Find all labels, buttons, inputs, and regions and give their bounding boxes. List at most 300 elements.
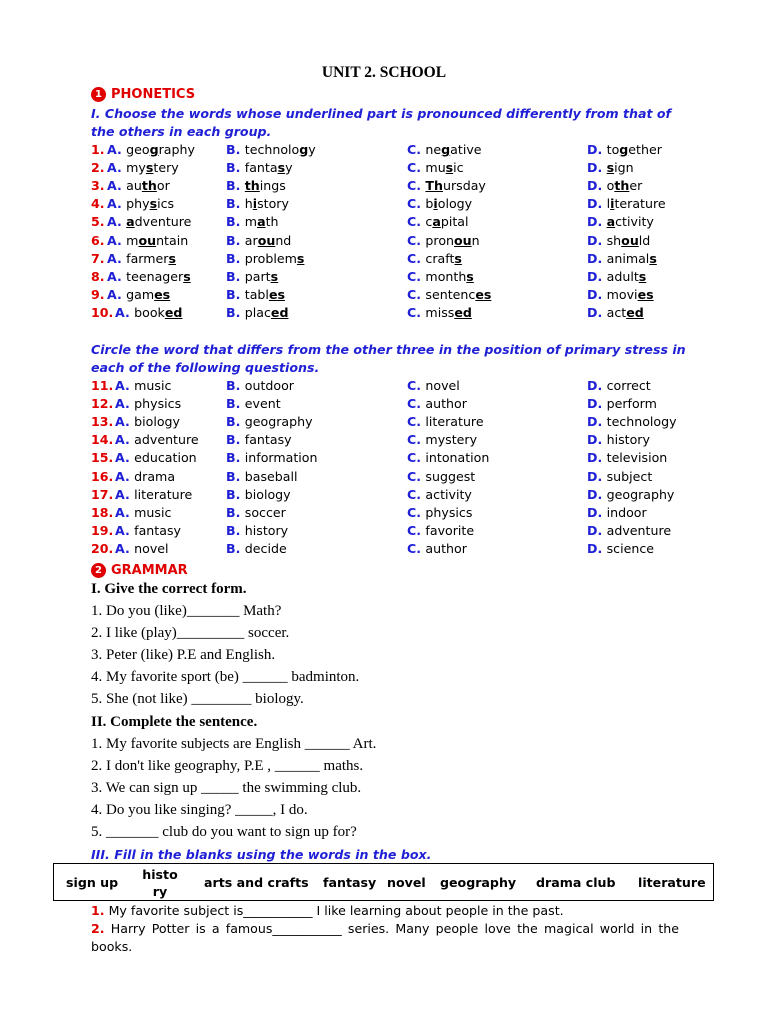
- word-part: tery: [153, 160, 179, 176]
- option-letter: B.: [226, 450, 245, 466]
- option: [587, 522, 671, 540]
- option: [587, 213, 654, 231]
- underlined-part: th: [141, 178, 157, 194]
- word-part: plac: [244, 304, 271, 320]
- option-word: biology: [134, 414, 181, 430]
- option: [587, 232, 650, 250]
- underlined-part: ed: [626, 304, 644, 320]
- question-row: [0, 522, 768, 540]
- option: [587, 177, 642, 195]
- option: [226, 268, 278, 286]
- underlined-part: ed: [164, 304, 183, 320]
- option: [587, 141, 662, 159]
- option: [226, 141, 316, 159]
- option-word: literature: [425, 414, 484, 430]
- option: [115, 395, 181, 413]
- option-letter: A.: [107, 214, 127, 230]
- option: [226, 468, 298, 486]
- option: [407, 177, 486, 195]
- option-letter: A.: [115, 396, 135, 412]
- word-box-item: novel: [387, 875, 426, 890]
- underlined-part: ou: [621, 232, 639, 248]
- question-number: 3.: [91, 178, 105, 194]
- option: [226, 195, 289, 213]
- option: [587, 449, 667, 467]
- word-part: m: [126, 232, 139, 248]
- instruction-pronunciation: I. Choose the words whose underlined part is pronounced differently from that of the others in each group.: [91, 106, 672, 139]
- question-row: [0, 250, 768, 268]
- option-word: physics: [134, 396, 182, 412]
- question-row: [0, 232, 768, 250]
- option: [407, 431, 477, 449]
- option-letter: D.: [587, 304, 607, 320]
- word-part: act: [606, 304, 627, 320]
- section-number-badge: 2: [91, 563, 106, 578]
- option: [407, 522, 474, 540]
- option-word: novel: [425, 378, 460, 393]
- option-letter: D.: [587, 414, 607, 430]
- option: [407, 540, 467, 558]
- option-word: mystery: [425, 432, 478, 448]
- question-number: 7.: [91, 250, 105, 266]
- underlined-part: a: [257, 214, 266, 230]
- underlined-part: i: [610, 196, 615, 212]
- word-part: th: [265, 214, 279, 230]
- question-row: [0, 540, 768, 558]
- question-number: 2.: [91, 921, 105, 936]
- word-part: er: [629, 178, 643, 194]
- option-letter: A.: [115, 540, 135, 556]
- word-part: ology: [437, 196, 473, 212]
- underlined-part: i: [252, 196, 258, 212]
- underlined-part: s: [606, 160, 615, 176]
- option: [587, 413, 677, 431]
- option: [407, 232, 480, 250]
- underlined-part: g: [149, 142, 159, 157]
- word-part: ar: [244, 232, 258, 248]
- option: [407, 268, 474, 286]
- section-label: PHONETICS: [111, 87, 196, 102]
- word-part: movi: [606, 286, 638, 302]
- option-letter: C.: [407, 178, 426, 194]
- option-word: biology: [244, 486, 291, 502]
- word-box-item: drama club: [536, 875, 616, 890]
- instruction-fill-blanks: III. Fill in the blanks using the words in the box.: [91, 847, 432, 862]
- word-part: ntain: [156, 232, 189, 248]
- question-number: 1.: [91, 142, 105, 157]
- underlined-part: s: [454, 250, 462, 266]
- question-row: [0, 213, 768, 231]
- option: [226, 413, 313, 431]
- underlined-part: s: [445, 160, 454, 176]
- option-letter: A.: [107, 142, 127, 157]
- option-letter: C.: [407, 396, 426, 412]
- question-number: 1.: [91, 903, 105, 918]
- option-letter: A.: [107, 286, 127, 302]
- option-letter: A.: [115, 450, 135, 466]
- option: [226, 431, 292, 449]
- option-letter: A.: [115, 468, 135, 484]
- option-letter: A.: [115, 504, 135, 520]
- underlined-part: ed: [270, 304, 289, 320]
- option-letter: C.: [407, 540, 426, 556]
- grammar1-item: 5. She (not like) ________ biology.: [91, 691, 304, 707]
- word-part: nd: [275, 232, 292, 248]
- underlined-part: g: [299, 142, 309, 157]
- option-letter: C.: [407, 142, 426, 157]
- option-word: author: [425, 540, 467, 556]
- option-letter: B.: [226, 250, 245, 266]
- word-part: dventure: [134, 214, 192, 230]
- option-letter: B.: [226, 286, 245, 302]
- option-word: history: [244, 522, 289, 538]
- option-letter: D.: [587, 378, 607, 393]
- word-part: book: [134, 304, 165, 320]
- option: [115, 304, 182, 322]
- page-title: UNIT 2. SCHOOL: [321, 64, 447, 81]
- word-part: or: [156, 178, 170, 194]
- underlined-part: g: [619, 142, 629, 157]
- option: [226, 486, 291, 504]
- option: [587, 250, 657, 268]
- underlined-part: es: [475, 286, 492, 302]
- word-part: ld: [638, 232, 651, 248]
- section-phonetics: [91, 87, 195, 102]
- word-part: raphy: [158, 142, 195, 157]
- option-letter: B.: [226, 304, 245, 320]
- question-number: 2.: [91, 160, 105, 176]
- word-part: month: [425, 268, 467, 284]
- word-part: m: [244, 214, 258, 230]
- fill-item: [91, 902, 564, 920]
- option-letter: D.: [587, 142, 607, 157]
- option-letter: A.: [107, 178, 127, 194]
- option-word: intonation: [425, 450, 490, 466]
- option: [107, 195, 174, 213]
- option: [587, 159, 634, 177]
- word-part: to: [606, 142, 620, 157]
- grammar1-heading: I. Give the correct form.: [91, 581, 247, 597]
- option-word: decide: [244, 540, 287, 556]
- option: [407, 141, 482, 159]
- question-row: [0, 159, 768, 177]
- option: [115, 413, 180, 431]
- option-letter: D.: [587, 486, 607, 502]
- question-row: [0, 286, 768, 304]
- grammar2-item: 5. _______ club do you want to sign up for?: [91, 824, 357, 840]
- option: [407, 449, 489, 467]
- underlined-part: g: [441, 142, 451, 157]
- option-letter: A.: [115, 378, 135, 393]
- option-letter: B.: [226, 196, 245, 212]
- option-letter: A.: [107, 250, 127, 266]
- underlined-part: s: [638, 268, 647, 284]
- word-part: miss: [425, 304, 455, 320]
- word-part: terature: [614, 196, 666, 212]
- underlined-part: s: [270, 268, 279, 284]
- option: [407, 377, 460, 395]
- word-part: my: [126, 160, 146, 176]
- option-letter: D.: [587, 396, 607, 412]
- option-letter: B.: [226, 540, 245, 556]
- option-letter: D.: [587, 196, 607, 212]
- option-letter: B.: [226, 522, 245, 538]
- option-letter: C.: [407, 160, 426, 176]
- option-letter: A.: [115, 486, 135, 502]
- option-word: soccer: [244, 504, 286, 520]
- option-letter: D.: [587, 268, 607, 284]
- option-letter: B.: [226, 214, 245, 230]
- question-row: [0, 431, 768, 449]
- option-word: novel: [134, 540, 169, 556]
- question-row: [0, 304, 768, 322]
- question-number: 14.: [91, 432, 114, 448]
- word-part: sh: [606, 232, 622, 248]
- option-word: correct: [606, 378, 651, 393]
- option-letter: C.: [407, 504, 426, 520]
- question-row: [0, 195, 768, 213]
- option-word: technology: [606, 414, 677, 430]
- option: [407, 213, 469, 231]
- question-number: 9.: [91, 286, 105, 302]
- option-letter: C.: [407, 378, 426, 393]
- underlined-part: s: [149, 196, 158, 212]
- option-letter: D.: [587, 432, 607, 448]
- underlined-part: s: [649, 250, 657, 266]
- word-part: adult: [606, 268, 639, 284]
- word-part: l: [606, 196, 611, 212]
- fill-text: My favorite subject is___________ I like learning about people in the past.: [104, 903, 564, 918]
- question-number: 16.: [91, 468, 114, 484]
- underlined-part: ou: [257, 232, 276, 248]
- option: [115, 431, 199, 449]
- option: [407, 413, 484, 431]
- option-word: fantasy: [244, 432, 292, 448]
- option-letter: C.: [407, 486, 426, 502]
- word-part: story: [257, 196, 289, 212]
- option: [226, 540, 287, 558]
- option-letter: D.: [587, 178, 607, 194]
- option-letter: D.: [587, 450, 607, 466]
- option: [226, 177, 286, 195]
- option-word: adventure: [134, 432, 199, 448]
- option-letter: D.: [587, 468, 607, 484]
- word-part: sentenc: [425, 286, 476, 302]
- word-box: [53, 863, 714, 901]
- option-word: subject: [606, 468, 653, 484]
- grammar1-item: 1. Do you (like)_______ Math?: [91, 603, 282, 619]
- option-letter: B.: [226, 486, 245, 502]
- word-part: fanta: [244, 160, 278, 176]
- option-letter: D.: [587, 504, 607, 520]
- question-number: 20.: [91, 540, 114, 556]
- word-part: ether: [628, 142, 662, 157]
- instruction-stress: Circle the word that differs from the other three in the position of primary stress in each of the following questions.: [91, 342, 686, 375]
- underlined-part: ou: [138, 232, 157, 248]
- option: [587, 468, 652, 486]
- question-number: 10.: [91, 304, 114, 320]
- option: [587, 268, 646, 286]
- option-letter: C.: [407, 268, 426, 284]
- option-word: information: [244, 450, 318, 466]
- word-part: technolo: [244, 142, 300, 157]
- option: [407, 304, 472, 322]
- option: [587, 286, 654, 304]
- word-part: phy: [126, 196, 150, 212]
- option-word: drama: [134, 468, 176, 484]
- option: [115, 468, 175, 486]
- option: [587, 431, 650, 449]
- option-letter: A.: [107, 268, 127, 284]
- option-letter: C.: [407, 214, 426, 230]
- option-letter: C.: [407, 196, 426, 212]
- option: [107, 286, 170, 304]
- option: [226, 395, 281, 413]
- underlined-part: s: [145, 160, 154, 176]
- underlined-part: es: [637, 286, 654, 302]
- option-letter: A.: [115, 304, 135, 320]
- option-letter: C.: [407, 232, 426, 248]
- word-part: geo: [126, 142, 150, 157]
- word-part: craft: [425, 250, 455, 266]
- option-letter: B.: [226, 232, 245, 248]
- option-word: perform: [606, 396, 657, 412]
- option-letter: C.: [407, 304, 426, 320]
- option-letter: C.: [407, 522, 426, 538]
- option-letter: C.: [407, 414, 426, 430]
- word-box-item: arts and crafts: [204, 875, 309, 890]
- grammar1-item: 4. My favorite sport (be) ______ badminton.: [91, 669, 360, 685]
- option: [226, 232, 291, 250]
- option-word: author: [425, 396, 467, 412]
- option-letter: B.: [226, 468, 245, 484]
- word-part: gam: [126, 286, 155, 302]
- option-letter: B.: [226, 432, 245, 448]
- question-row: [0, 177, 768, 195]
- option-word: baseball: [244, 468, 298, 484]
- underlined-part: th: [244, 178, 260, 194]
- option: [407, 286, 491, 304]
- option: [587, 304, 644, 322]
- option: [107, 268, 191, 286]
- word-part: c: [425, 214, 433, 230]
- underlined-part: s: [466, 268, 474, 284]
- option: [226, 213, 278, 231]
- option-letter: A.: [115, 414, 135, 430]
- underlined-part: a: [432, 214, 441, 230]
- grammar1-item: 2. I like (play)_________ soccer.: [91, 625, 290, 641]
- option: [226, 504, 286, 522]
- question-row: [0, 468, 768, 486]
- underlined-part: s: [277, 160, 286, 176]
- option: [587, 504, 647, 522]
- option-letter: B.: [226, 396, 245, 412]
- question-row: [0, 449, 768, 467]
- option-letter: D.: [587, 522, 607, 538]
- word-part: h: [244, 196, 253, 212]
- section-grammar: [91, 563, 188, 578]
- question-number: 6.: [91, 232, 105, 248]
- question-number: 4.: [91, 196, 105, 212]
- fill-text: Harry Potter is a famous___________ series. Many people love the magical world in the books.: [91, 921, 679, 954]
- grammar2-item: 3. We can sign up _____ the swimming club.: [91, 780, 362, 796]
- option: [587, 486, 674, 504]
- underlined-part: es: [154, 286, 171, 302]
- word-part: teenager: [126, 268, 184, 284]
- option-word: geography: [606, 486, 675, 502]
- option-word: suggest: [425, 468, 476, 484]
- option-word: favorite: [425, 522, 475, 538]
- option-word: outdoor: [244, 378, 294, 393]
- question-number: 12.: [91, 396, 114, 412]
- option-letter: A.: [107, 196, 127, 212]
- option: [107, 141, 195, 159]
- question-row: [0, 395, 768, 413]
- word-part: ctivity: [615, 214, 654, 230]
- underlined-part: i: [433, 196, 438, 212]
- option-letter: B.: [226, 178, 245, 194]
- option-letter: B.: [226, 414, 245, 430]
- word-part: n: [471, 232, 480, 248]
- option-word: adventure: [606, 522, 672, 538]
- word-part: ne: [425, 142, 442, 157]
- question-row: [0, 377, 768, 395]
- option-word: television: [606, 450, 668, 466]
- option: [407, 395, 467, 413]
- question-number: 15.: [91, 450, 114, 466]
- underlined-part: s: [168, 250, 176, 266]
- section-number-badge: 1: [91, 87, 106, 102]
- underlined-part: a: [126, 214, 135, 230]
- option-word: science: [606, 540, 655, 556]
- option: [115, 449, 197, 467]
- option-word: music: [134, 378, 172, 393]
- grammar2-heading: II. Complete the sentence.: [91, 714, 258, 730]
- option: [407, 195, 472, 213]
- option-word: literature: [134, 486, 193, 502]
- option-letter: D.: [587, 250, 607, 266]
- question-row: [0, 413, 768, 431]
- question-row: [0, 268, 768, 286]
- option-letter: C.: [407, 432, 426, 448]
- word-part: problem: [244, 250, 297, 266]
- section-label: GRAMMAR: [111, 563, 188, 578]
- question-row: [0, 504, 768, 522]
- word-part: ative: [450, 142, 482, 157]
- underlined-part: a: [606, 214, 616, 230]
- word-box-item: sign up: [66, 875, 119, 890]
- option: [107, 177, 170, 195]
- question-number: 11.: [91, 378, 114, 393]
- option: [107, 213, 191, 231]
- word-box-item: literature: [638, 875, 706, 890]
- question-number: 5.: [91, 214, 105, 230]
- underlined-part: es: [268, 286, 285, 302]
- option: [115, 522, 181, 540]
- option-letter: D.: [587, 286, 607, 302]
- option: [407, 159, 464, 177]
- word-box-item: geography: [440, 875, 517, 890]
- word-part: o: [606, 178, 615, 194]
- grammar1-item: 3. Peter (like) P.E and English.: [91, 647, 276, 663]
- word-part: part: [244, 268, 271, 284]
- question-row: [0, 141, 768, 159]
- option: [407, 468, 475, 486]
- option: [226, 377, 294, 395]
- underlined-part: ou: [454, 232, 472, 248]
- option: [407, 504, 472, 522]
- question-number: 19.: [91, 522, 114, 538]
